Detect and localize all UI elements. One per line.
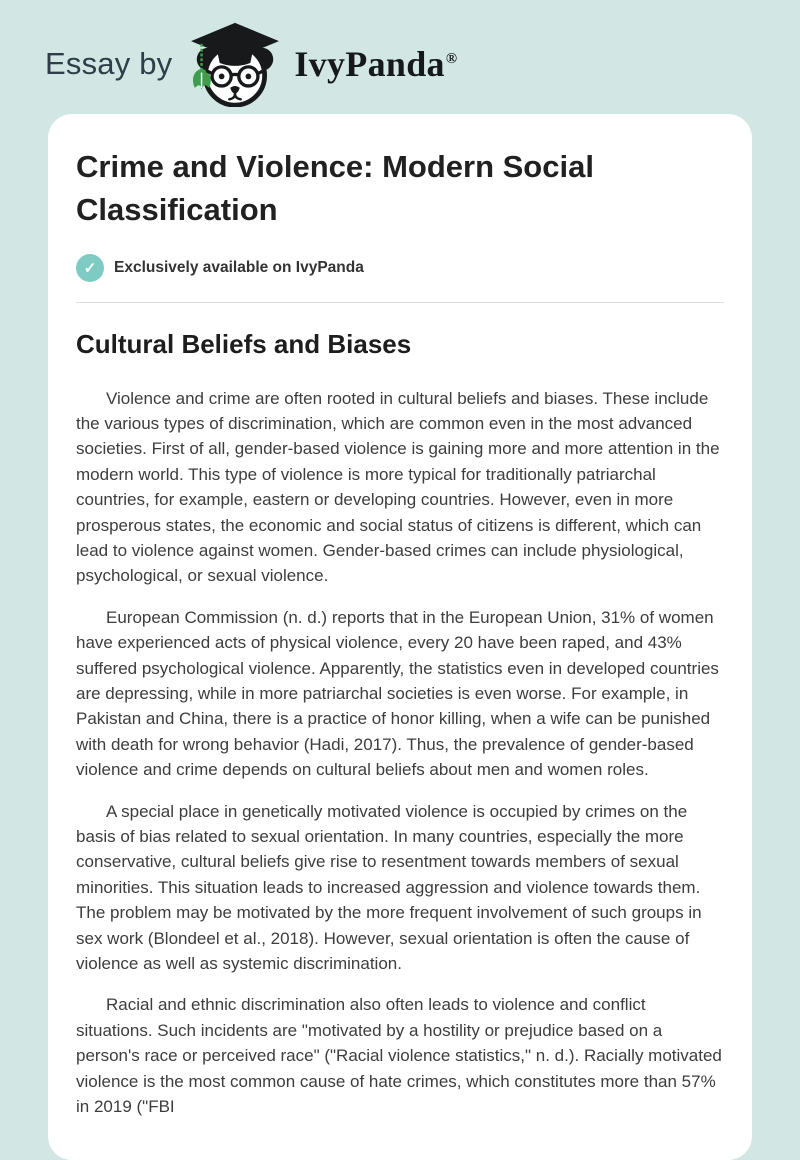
header xyxy=(0,0,800,100)
section-heading: Cultural Beliefs and Biases xyxy=(76,328,412,359)
essay-body xyxy=(76,386,724,1120)
paragraph-1: Violence and crime are often rooted in cultural beliefs and biases. These include the various types of discrimination, which are common even in the most advanced societies. First of all, gender-based violence is gaining more and more attention in the modern world. This type of violence is more typical for traditionally patriarchal countries, for example, eastern or developing countries. However, even in more prosperous states, the economic and social status of citizens is different, which can lead to violence against women. Gender-based crimes can include physiological, psychological, or sexual violence. xyxy=(76,388,720,586)
registered-mark: ® xyxy=(445,51,458,67)
ivypanda-panda-logo-icon xyxy=(186,21,284,107)
paragraph-4: Racial and ethnic discrimination also often leads to violence and conflict situations. Such incidents are "motivated by a hostility or prejudice based on a person's race or perceived race" ("Racial violence statistics," n. d.). Racially motivated violence is the most common cause of hate crimes, which constitutes more than 57% in 2019 ("FBI xyxy=(76,995,722,1117)
availability-badge xyxy=(76,254,724,282)
availability-label: Exclusively available on IvyPanda xyxy=(114,258,364,276)
brand-text: IvyPanda xyxy=(294,44,445,84)
paragraph-3: A special place in genetically motivated violence is occupied by crimes on the basis of bias related to sexual orientation. In many countries, especially the more conservative, cultural beliefs give rise to resentment towards members of sexual minorities. This situation leads to increased aggression and violence towards them. The problem may be motivated by the more frequent involvement of such groups in sex work (Blondeel et al., 2018). However, sexual orientation is often the cause of violence as well as systemic discrimination. xyxy=(76,801,702,974)
brand-name xyxy=(294,46,457,82)
essay-by-label: Essay by xyxy=(45,46,173,81)
divider xyxy=(76,302,724,303)
check-icon: ✓ xyxy=(76,254,104,282)
essay-title: Crime and Violence: Modern Social Classification xyxy=(76,149,594,227)
paragraph-2: European Commission (n. d.) reports that in the European Union, 31% of women have experienced acts of physical violence, every 20 have been raped, and 43% suffered psychological violence. Apparently, the statistics even in developed countries are depressing, while in more patriarchal societies is even worse. For example, in Pakistan and China, there is a practice of honor killing, when a wife can be punished with death for wrong behavior (Hadi, 2017). Thus, the prevalence of gender-based violence and crime depends on cultural beliefs about men and women roles. xyxy=(76,607,719,780)
essay-card xyxy=(48,114,752,1160)
